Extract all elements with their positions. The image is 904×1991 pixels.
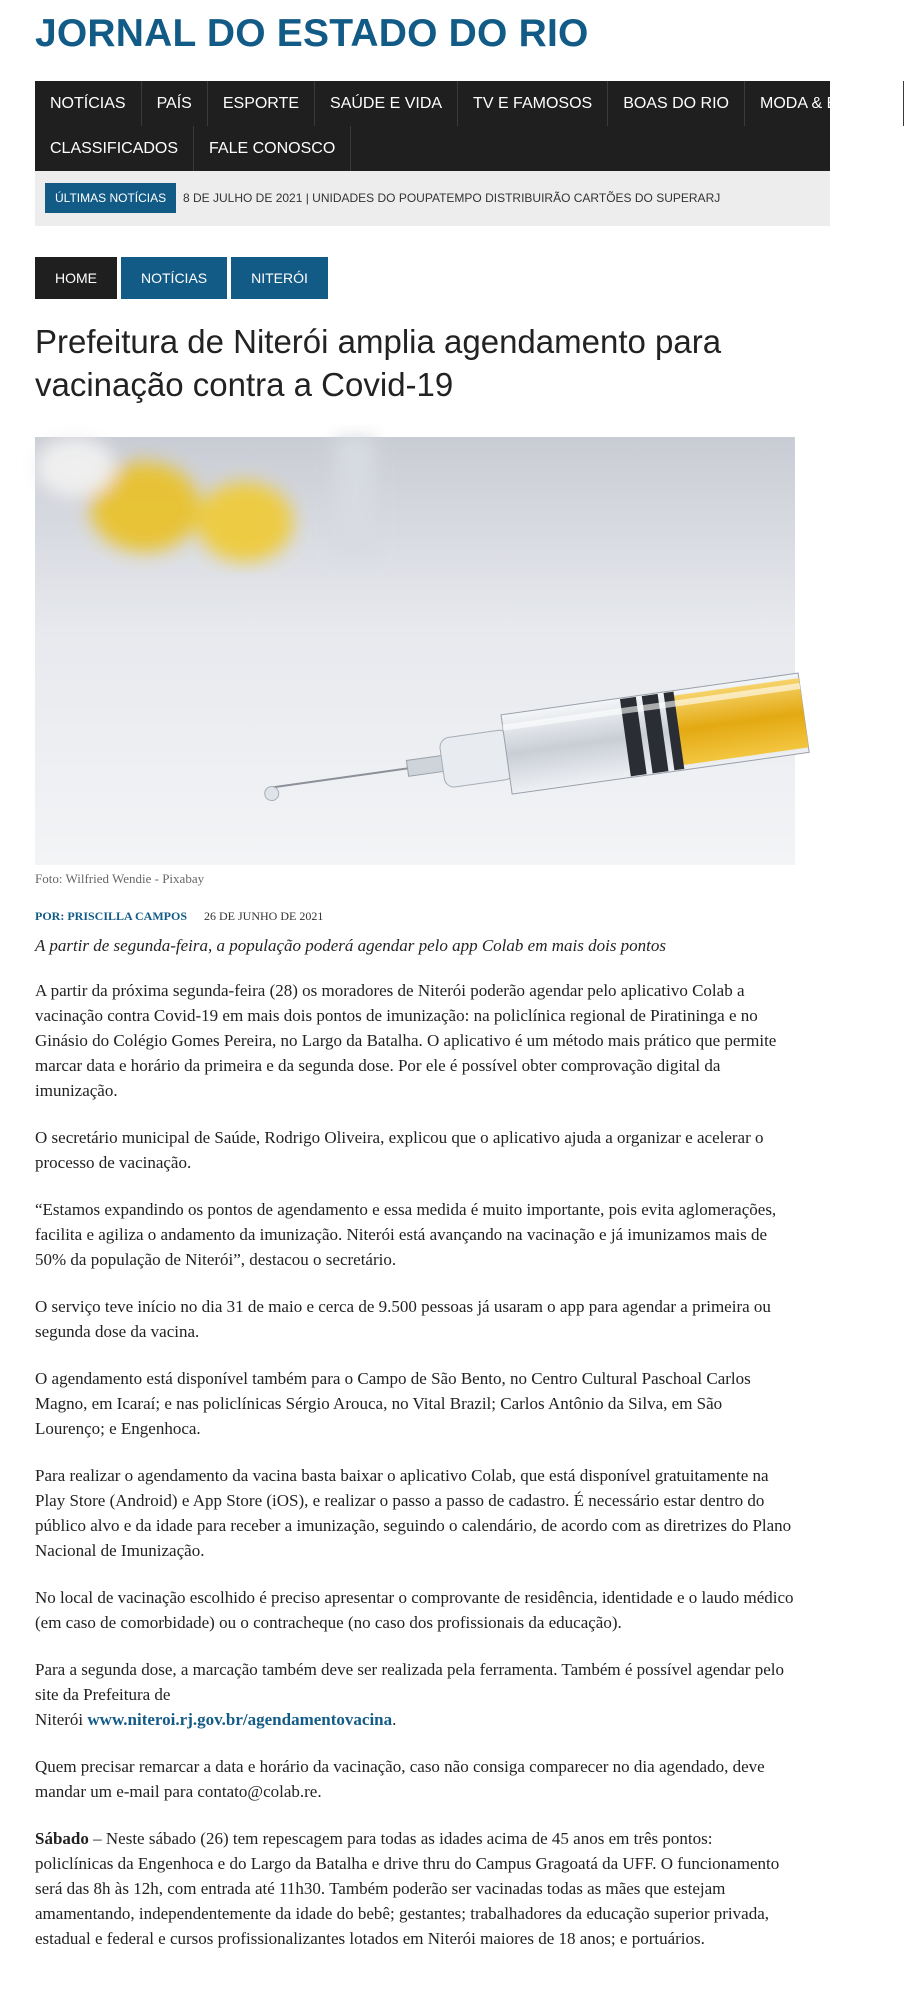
article-body: [35, 978, 795, 1973]
news-ticker: [35, 171, 830, 226]
byline: [35, 909, 323, 924]
agendamento-link[interactable]: www.niteroi.rj.gov.br/agendamentovacina: [87, 1710, 393, 1729]
paragraph: O secretário municipal de Saúde, Rodrigo Oliveira, explicou que o aplicativo ajuda a organizar e acelerar o processo de vacinação.: [35, 1128, 764, 1172]
saturday-label: Sábado: [35, 1829, 89, 1848]
main-nav: [35, 81, 889, 171]
nav-item-tv-e-famosos[interactable]: TV E FAMOSOS: [458, 81, 608, 126]
paragraph: “Estamos expandindo os pontos de agendamento e essa medida é muito importante, pois evita aglomerações, facilita e agiliza o andamento da imunização. Niterói está avançando na vacinação e já imunizamos mais de 50% da população de Niterói”, destacou o secretário.: [35, 1200, 777, 1269]
nav-item-boas-do-rio[interactable]: BOAS DO RIO: [608, 81, 745, 126]
photo-caption: Foto: Wilfried Wendie - Pixabay: [35, 871, 205, 886]
paragraph-saturday: [35, 1826, 795, 1951]
breadcrumb: [35, 257, 328, 299]
nav-item-classificados[interactable]: CLASSIFICADOS: [35, 126, 194, 171]
paragraph: Para realizar o agendamento da vacina basta baixar o aplicativo Colab, que está disponível gratuitamente na Play Store (Android) e App Store (iOS), e realizar o passo a passo de cadastro. É necessário estar dentro do público alvo e da idade para receber a imunização, seguindo o calendário, de acordo com as diretrizes do Plano Nacional de Imunização.: [35, 1466, 792, 1560]
publish-date: 26 DE JUNHO DE 2021: [204, 909, 324, 923]
article-lead: A partir de segunda-feira, a população poderá agendar pelo app Colab em mais dois pontos: [35, 936, 667, 955]
paragraph: O agendamento está disponível também para o Campo de São Bento, no Centro Cultural Paschoal Carlos Magno, em Icaraí; e nas policlínicas Sérgio Arouca, no Vital Brazil; Carlos Antônio da Silva, em São Lourenço; e Engenhoca.: [35, 1369, 751, 1438]
paragraph-schedule-link: [35, 1657, 795, 1732]
nav-item-noticias[interactable]: NOTÍCIAS: [35, 81, 142, 126]
paragraph-end: .: [392, 1710, 397, 1729]
paragraph-text: – Neste sábado (26) tem repescagem para todas as idades acima de 45 anos em três pontos: policlínicas da Engenhoca e do Largo da Batalha e drive thru do Campus Gragoatá da UFF. O funcionamento será das 8h às 12h, com entrada até 11h30. Também poderão ser vacinadas todas as mães que estejam amamentando, independentemente da idade do bebê; gestantes; trabalhadores da educação superior privada, estadual e federal e cursos profissionalizantes lotados em Niterói maiores de 18 anos; e portuários.: [35, 1829, 780, 1948]
nav-item-fale-conosco[interactable]: FALE CONOSCO: [194, 126, 351, 171]
breadcrumb-niteroi[interactable]: NITERÓI: [231, 257, 328, 299]
breadcrumb-home[interactable]: HOME: [35, 257, 117, 299]
site-title[interactable]: JORNAL DO ESTADO DO RIO: [35, 12, 589, 55]
paragraph: O serviço teve início no dia 31 de maio e cerca de 9.500 pessoas já usaram o app para agendar a primeira ou segunda dose da vacina.: [35, 1297, 771, 1341]
nav-row-1: [35, 81, 904, 126]
paragraph-text: Para a segunda dose, a marcação também deve ser realizada pela ferramenta. Também é possível agendar pelo site da Prefeitura de: [35, 1660, 784, 1704]
nav-item-saude-e-vida[interactable]: SAÚDE E VIDA: [315, 81, 458, 126]
breadcrumb-noticias[interactable]: NOTÍCIAS: [121, 257, 227, 299]
author-link[interactable]: POR: PRISCILLA CAMPOS: [35, 909, 188, 923]
ticker-headline[interactable]: 8 DE JULHO DE 2021 | UNIDADES DO POUPATEMPO DISTRIBUIRÃO CARTÕES DO SUPERARJ: [183, 191, 721, 205]
nav-item-esporte[interactable]: ESPORTE: [208, 81, 315, 126]
article-photo: [35, 437, 795, 865]
nav-item-moda-beleza[interactable]: MODA & BELEZA: [745, 81, 904, 126]
paragraph-city: Niterói: [35, 1710, 84, 1729]
paragraph: A partir da próxima segunda-feira (28) os moradores de Niterói poderão agendar pelo aplicativo Colab a vacinação contra Covid-19 em mais dois pontos de imunização: na policlínica regional de Piratininga e no Ginásio do Colégio Gomes Pereira, no Largo da Batalha. O aplicativo é um método mais prático que permite marcar data e horário da primeira e da segunda dose. Por ele é possível obter comprovação digital da imunização.: [35, 981, 777, 1100]
ticker-label: ÚLTIMAS NOTÍCIAS: [45, 183, 176, 213]
paragraph: Quem precisar remarcar a data e horário da vacinação, caso não consiga comparecer no dia agendado, deve mandar um e-mail para contato@colab.re.: [35, 1757, 765, 1801]
syringe-photo-illustration: [35, 437, 795, 865]
nav-item-pais[interactable]: PAÍS: [142, 81, 208, 126]
article-headline: Prefeitura de Niterói amplia agendamento para vacinação contra a Covid-19: [35, 323, 722, 403]
paragraph: No local de vacinação escolhido é preciso apresentar o comprovante de residência, identidade e o laudo médico (em caso de comorbidade) ou o contracheque (no caso dos profissionais da educação).: [35, 1588, 794, 1632]
nav-row-2: [35, 126, 351, 171]
